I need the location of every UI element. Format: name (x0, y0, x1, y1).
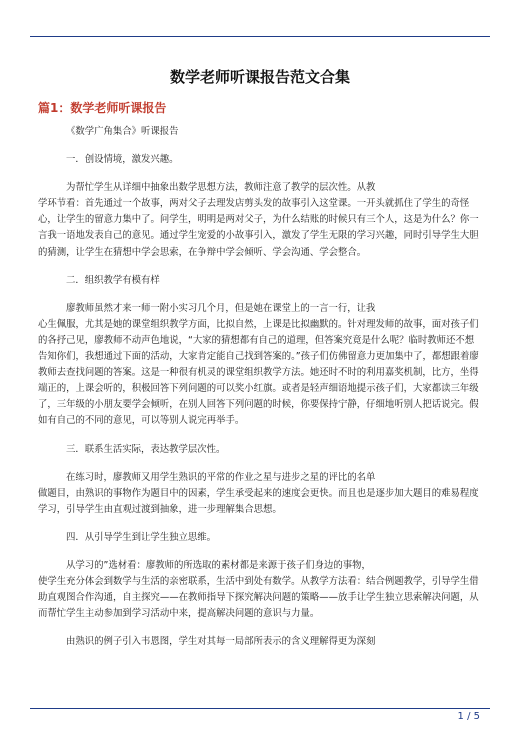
paragraph-three: 在练习时，廖教师又用学生熟识的平常的作业之星与进步之星的评比的名单 做题目，由熟识的事物作为题目中的因素，学生承受起来的速度会更快。而且也是逐步加大题目的难易程度学习，引导学生由直观过渡到抽象，进一步理解集合思想。 (38, 471, 479, 515)
document-body (38, 124, 482, 650)
heading-two: 二．组织教学有模有样 (66, 274, 160, 286)
heading-three: 三．联系生活实际，表达教学层次性。 (66, 443, 226, 455)
paragraph-five: 由熟识的例子引入韦恩图，学生对其每一局部所表示的含义理解得更为深刻 (66, 636, 376, 648)
header-rule (30, 36, 490, 37)
page-indicator: 1 / 5 (457, 711, 480, 722)
section-title: 篇1：数学老师听课报告 (38, 101, 167, 115)
heading-four: 四．从引导学生到让学生独立思维。 (66, 531, 217, 543)
footer-rule (30, 708, 490, 709)
document-title: 数学老师听课报告范文合集 (169, 68, 350, 86)
paragraph-four: 从学习的”选材看：廖教师的所选取的素材都是来源于孩子们身边的事物， 使学生充分体会到数学与生活的亲密联系，生活中到处有数学。从教学方法看：结合例题教学，引导学生借助直观图合作沟通，自主探究——在教师指导下探究解决问题的策略——放手让学生独立思索解决问题，从而帮忙学生主动参加到学习活动中来，提高解决问题的意识与力量。 (38, 559, 479, 620)
paragraph-subtitle: 《数学广角集合》听课报告 (66, 126, 179, 137)
paragraph-two: 廖教师虽然才来一师一附小实习几个月，但是她在课堂上的一言一行，让我 心生佩服，尤其是她的课堂组织教学方面，比拟自然，上课是比拟幽默的。针对理发师的故事，面对孩子们的各抒己见，廖教师不动声色地说，“大家的猜想都有自己的道理，但答案究竟是什么呢？临时教师还不想告知你们，我想通过下面的活动，大家肯定能自己找到答案的。”孩子们仿佛留意力更加集中了，都想跟着廖教师去查找问题的答案。这是一种很有机灵的课堂组织教学方法。她还时不时的利用嘉奖机制，比方，坐得端正的，上课会听的，积极回答下列问题的可以奖小红旗。或者是轻声细语地提示孩子们，大家都读三年级了，三年级的小朋友要学会倾听，在别人回答下列问题的时候，你要保持宁静，仔细地听别人把话说完。假如有自己的不同的意见，可以等别人说完再举手。 (38, 302, 479, 427)
heading-one: 一．创设情境，激发兴趣。 (66, 154, 179, 166)
paragraph-one: 为帮忙学生从详细中抽象出数学思想方法，教师注意了教学的层次性。从教 学环节看：首先通过一个故事，两对父子去理发店剪头发的故事引入这堂课。一开头就抓住了学生的奇怪心，让学生的留意力集中了。问学生，明明是两对父子，为什么结账的时候只有三个人，这是为什么？你一言我一语地发表自己的意见。通过学生宠爱的小故事引入，激发了学生无限的学习兴趣，同时引导学生大胆的猜测，让学生在猜想中学会思索，在争辩中学会倾听、学会沟通、学会整合。 (38, 182, 479, 258)
